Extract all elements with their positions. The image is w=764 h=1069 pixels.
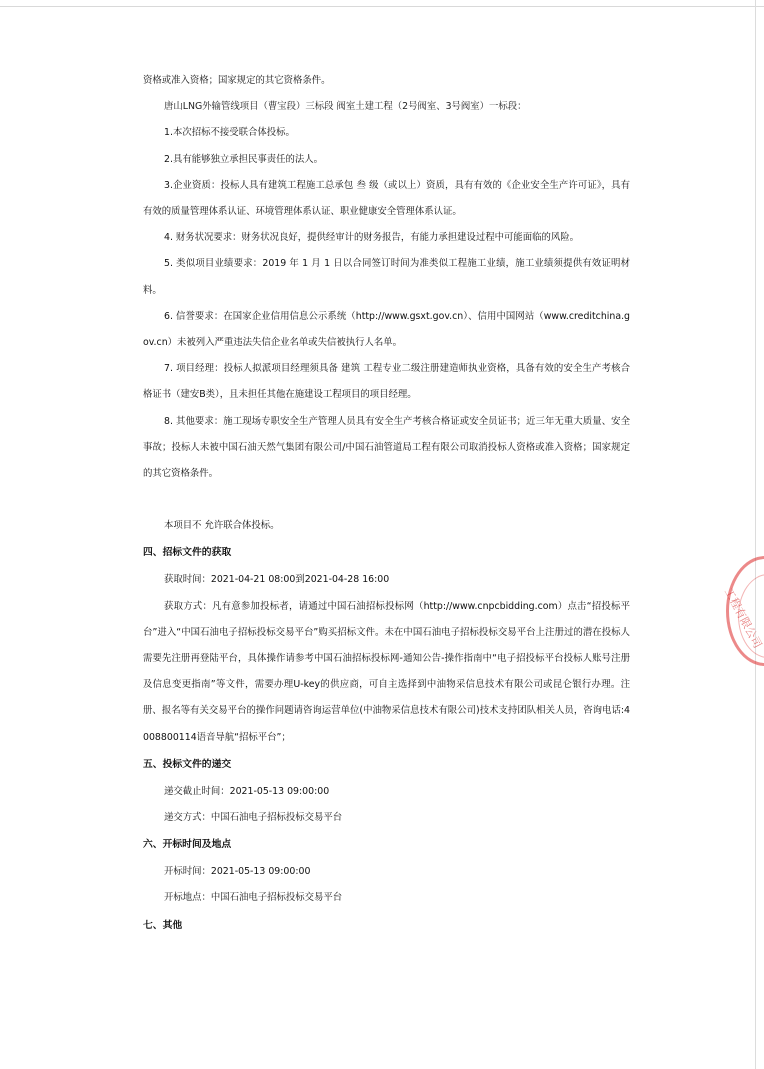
requirement-5: 5. 类似项目业绩要求：2019 年 1 月 1 日以合同签订时间为准类似工程施工业绩，施工业绩须提供有效证明材料。 [143,258,630,296]
spacer [143,487,630,513]
section-heading-6: 六、开标时间及地点 [143,839,232,851]
open-time: 开标时间：2021-05-13 09:00:00 [164,866,311,878]
requirement-2: 2.具有能够独立承担民事责任的法人。 [164,153,323,165]
document-page [143,68,630,940]
requirement-4: 4. 财务状况要求：财务状况良好，提供经审计的财务报告，有能力承担建设过程中可能面临的风险。 [164,232,580,244]
company-seal-text: 工程有限公司 [721,585,764,651]
requirement-7: 7. 项目经理：投标人拟派项目经理须具备 建筑 工程专业二级注册建造师执业资格，具备有效的安全生产考核合格证书（建安B类），且未担任其他在施建设工程项目的项目经理。 [143,363,630,401]
requirement-3: 3.企业资质：投标人具有建筑工程施工总承包 叁 级（或以上）资质，具有有效的《企业安全生产许可证》，具有有效的质量管理体系认证、环境管理体系认证、职业健康安全管理体系认证。 [143,179,630,218]
get-time: 获取时间：2021-04-21 08:00到2021-04-28 16:00 [164,574,390,586]
section-heading-5: 五、投标文件的递交 [143,758,232,770]
section-heading-4: 四、招标文件的获取 [143,547,232,559]
requirement-8: 8. 其他要求：施工现场专职安全生产管理人员具有安全生产考核合格证或安全员证书；近三年无重大质量、安全事故；投标人未被中国石油天然气集团有限公司/中国石油管道局工程有限公司取消投标人资格或准入资格；国家规定的其它资格条件。 [143,415,630,480]
submit-method: 递交方式：中国石油电子招标投标交易平台 [164,812,343,824]
requirement-6: 6. 信誉要求：在国家企业信用信息公示系统（http://www.gsxt.gov.cn）、信用中国网站（www.creditchina.gov.cn）未被列入严重违法失信企业名单或失信被执行人名单。 [143,310,630,349]
page-right-border [755,0,756,1069]
paragraph-qualification-tail: 资格或准入资格；国家规定的其它资格条件。 [143,75,331,86]
submit-deadline: 递交截止时间：2021-05-13 09:00:00 [164,785,330,797]
open-place: 开标地点：中国石油电子招标投标交易平台 [164,892,343,904]
section-lot-title: 唐山LNG外输管线项目（曹宝段）三标段 阀室土建工程（2号阀室、3号阀室）一标段： [164,101,527,113]
page-top-border [0,0,764,7]
consortium-note: 本项目不 允许联合体投标。 [164,520,280,532]
requirement-1: 1.本次招标不接受联合体投标。 [164,127,295,139]
get-method: 获取方式：凡有意参加投标者，请通过中国石油招标投标网（http://www.cnpcbidding.com）点击“招投标平台”进入“中国石油电子招标投标交易平台”购买招标文件。未在中国石油电子招标投标交易平台上注册过的潜在投标人需要先注册再登陆平台，具体操作请参考中国石油招标投标网-通知公告-操作指南中“电子招投标平台投标人账号注册及信息变更指南”等文件，需要办理U-key的供应商，可自主选择到中油物采信息技术有限公司或昆仑银行办理。注册、报名等有关交易平台的操作问题请咨询运营单位(中油物采信息技术有限公司)技术支持团队相关人员，咨询电话:4008800114语音导航“招标平台”； [143,600,630,743]
section-heading-7: 七、其他 [143,919,183,931]
